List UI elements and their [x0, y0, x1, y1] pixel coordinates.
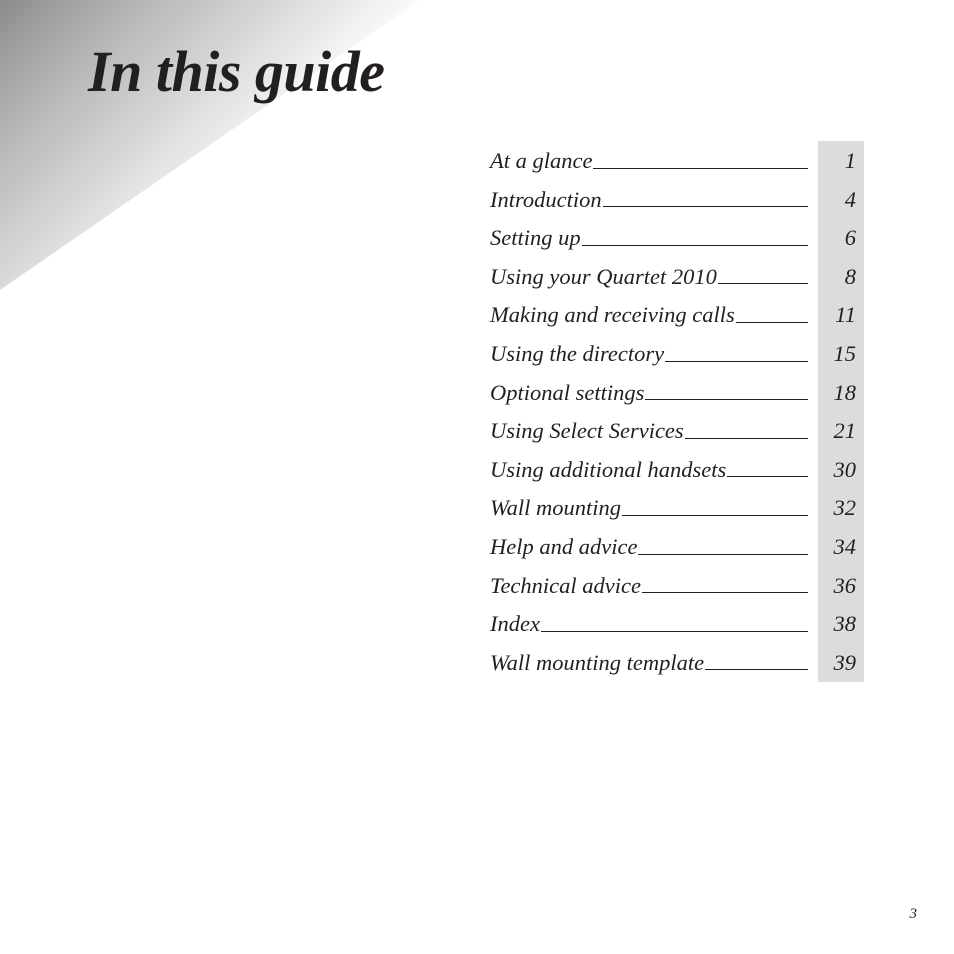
- toc-dot-leader: [622, 515, 808, 516]
- toc-entry[interactable]: [490, 257, 864, 296]
- toc-entry[interactable]: [490, 180, 864, 219]
- toc-dot-leader: [645, 399, 808, 400]
- toc-entry-page: 15: [833, 341, 856, 367]
- toc-dot-leader: [541, 631, 808, 632]
- toc-entry[interactable]: [490, 373, 864, 412]
- toc-dot-leader: [593, 168, 808, 169]
- toc-entry-page: 6: [844, 225, 856, 251]
- toc-entry-page: 36: [833, 572, 856, 598]
- toc-entry-label: Introduction: [490, 186, 602, 212]
- toc-entry-page: 1: [844, 148, 856, 174]
- toc-entry-page: 38: [833, 611, 856, 637]
- toc-entry[interactable]: [490, 604, 864, 643]
- toc-entry[interactable]: [490, 218, 864, 257]
- toc-dot-leader: [638, 554, 808, 555]
- toc-entry-label: At a glance: [490, 148, 593, 174]
- toc-entry-page: 11: [835, 302, 856, 328]
- toc-entry[interactable]: [490, 141, 864, 180]
- toc-entry[interactable]: [490, 488, 864, 527]
- toc-entry-label: Optional settings: [490, 379, 645, 405]
- toc-entry-label: Making and receiving calls: [490, 302, 735, 328]
- toc-dot-leader: [685, 438, 808, 439]
- toc-entry-label: Using additional handsets: [490, 456, 727, 482]
- toc-entry-label: Using your Quartet 2010: [490, 263, 717, 289]
- toc-entry-label: Wall mounting: [490, 495, 622, 521]
- toc-entry-page: 18: [833, 379, 856, 405]
- toc-list: [490, 141, 864, 681]
- toc-entry[interactable]: [490, 527, 864, 566]
- toc-dot-leader: [727, 476, 808, 477]
- toc-entry[interactable]: [490, 334, 864, 373]
- toc-entry-label: Help and advice: [490, 534, 638, 560]
- toc-entry-label: Setting up: [490, 225, 581, 251]
- toc-entry-label: Wall mounting template: [490, 649, 705, 675]
- toc-entry[interactable]: [490, 450, 864, 489]
- toc-entry-page: 34: [833, 534, 856, 560]
- toc-entry-label: Technical advice: [490, 572, 641, 598]
- toc-entry-page: 8: [844, 263, 856, 289]
- toc-dot-leader: [705, 669, 808, 670]
- toc-entry-label: Index: [490, 611, 540, 637]
- toc-entry[interactable]: [490, 643, 864, 682]
- toc-dot-leader: [603, 206, 808, 207]
- toc-entry-label: Using the directory: [490, 341, 665, 367]
- toc-entry-label: Using Select Services: [490, 418, 684, 444]
- toc-entry-page: 32: [833, 495, 856, 521]
- toc-entry-page: 30: [833, 456, 856, 482]
- page-title: In this guide: [88, 39, 385, 104]
- toc-entry-page: 39: [833, 649, 856, 675]
- toc-dot-leader: [718, 283, 808, 284]
- toc-entry-page: 4: [844, 186, 856, 212]
- toc-dot-leader: [665, 361, 808, 362]
- table-of-contents: [490, 141, 864, 681]
- toc-dot-leader: [642, 592, 808, 593]
- toc-entry[interactable]: [490, 295, 864, 334]
- footer-page-number: 3: [909, 906, 917, 922]
- toc-entry[interactable]: [490, 411, 864, 450]
- toc-entry-page: 21: [833, 418, 856, 444]
- toc-entry[interactable]: [490, 566, 864, 605]
- toc-dot-leader: [736, 322, 808, 323]
- toc-dot-leader: [582, 245, 808, 246]
